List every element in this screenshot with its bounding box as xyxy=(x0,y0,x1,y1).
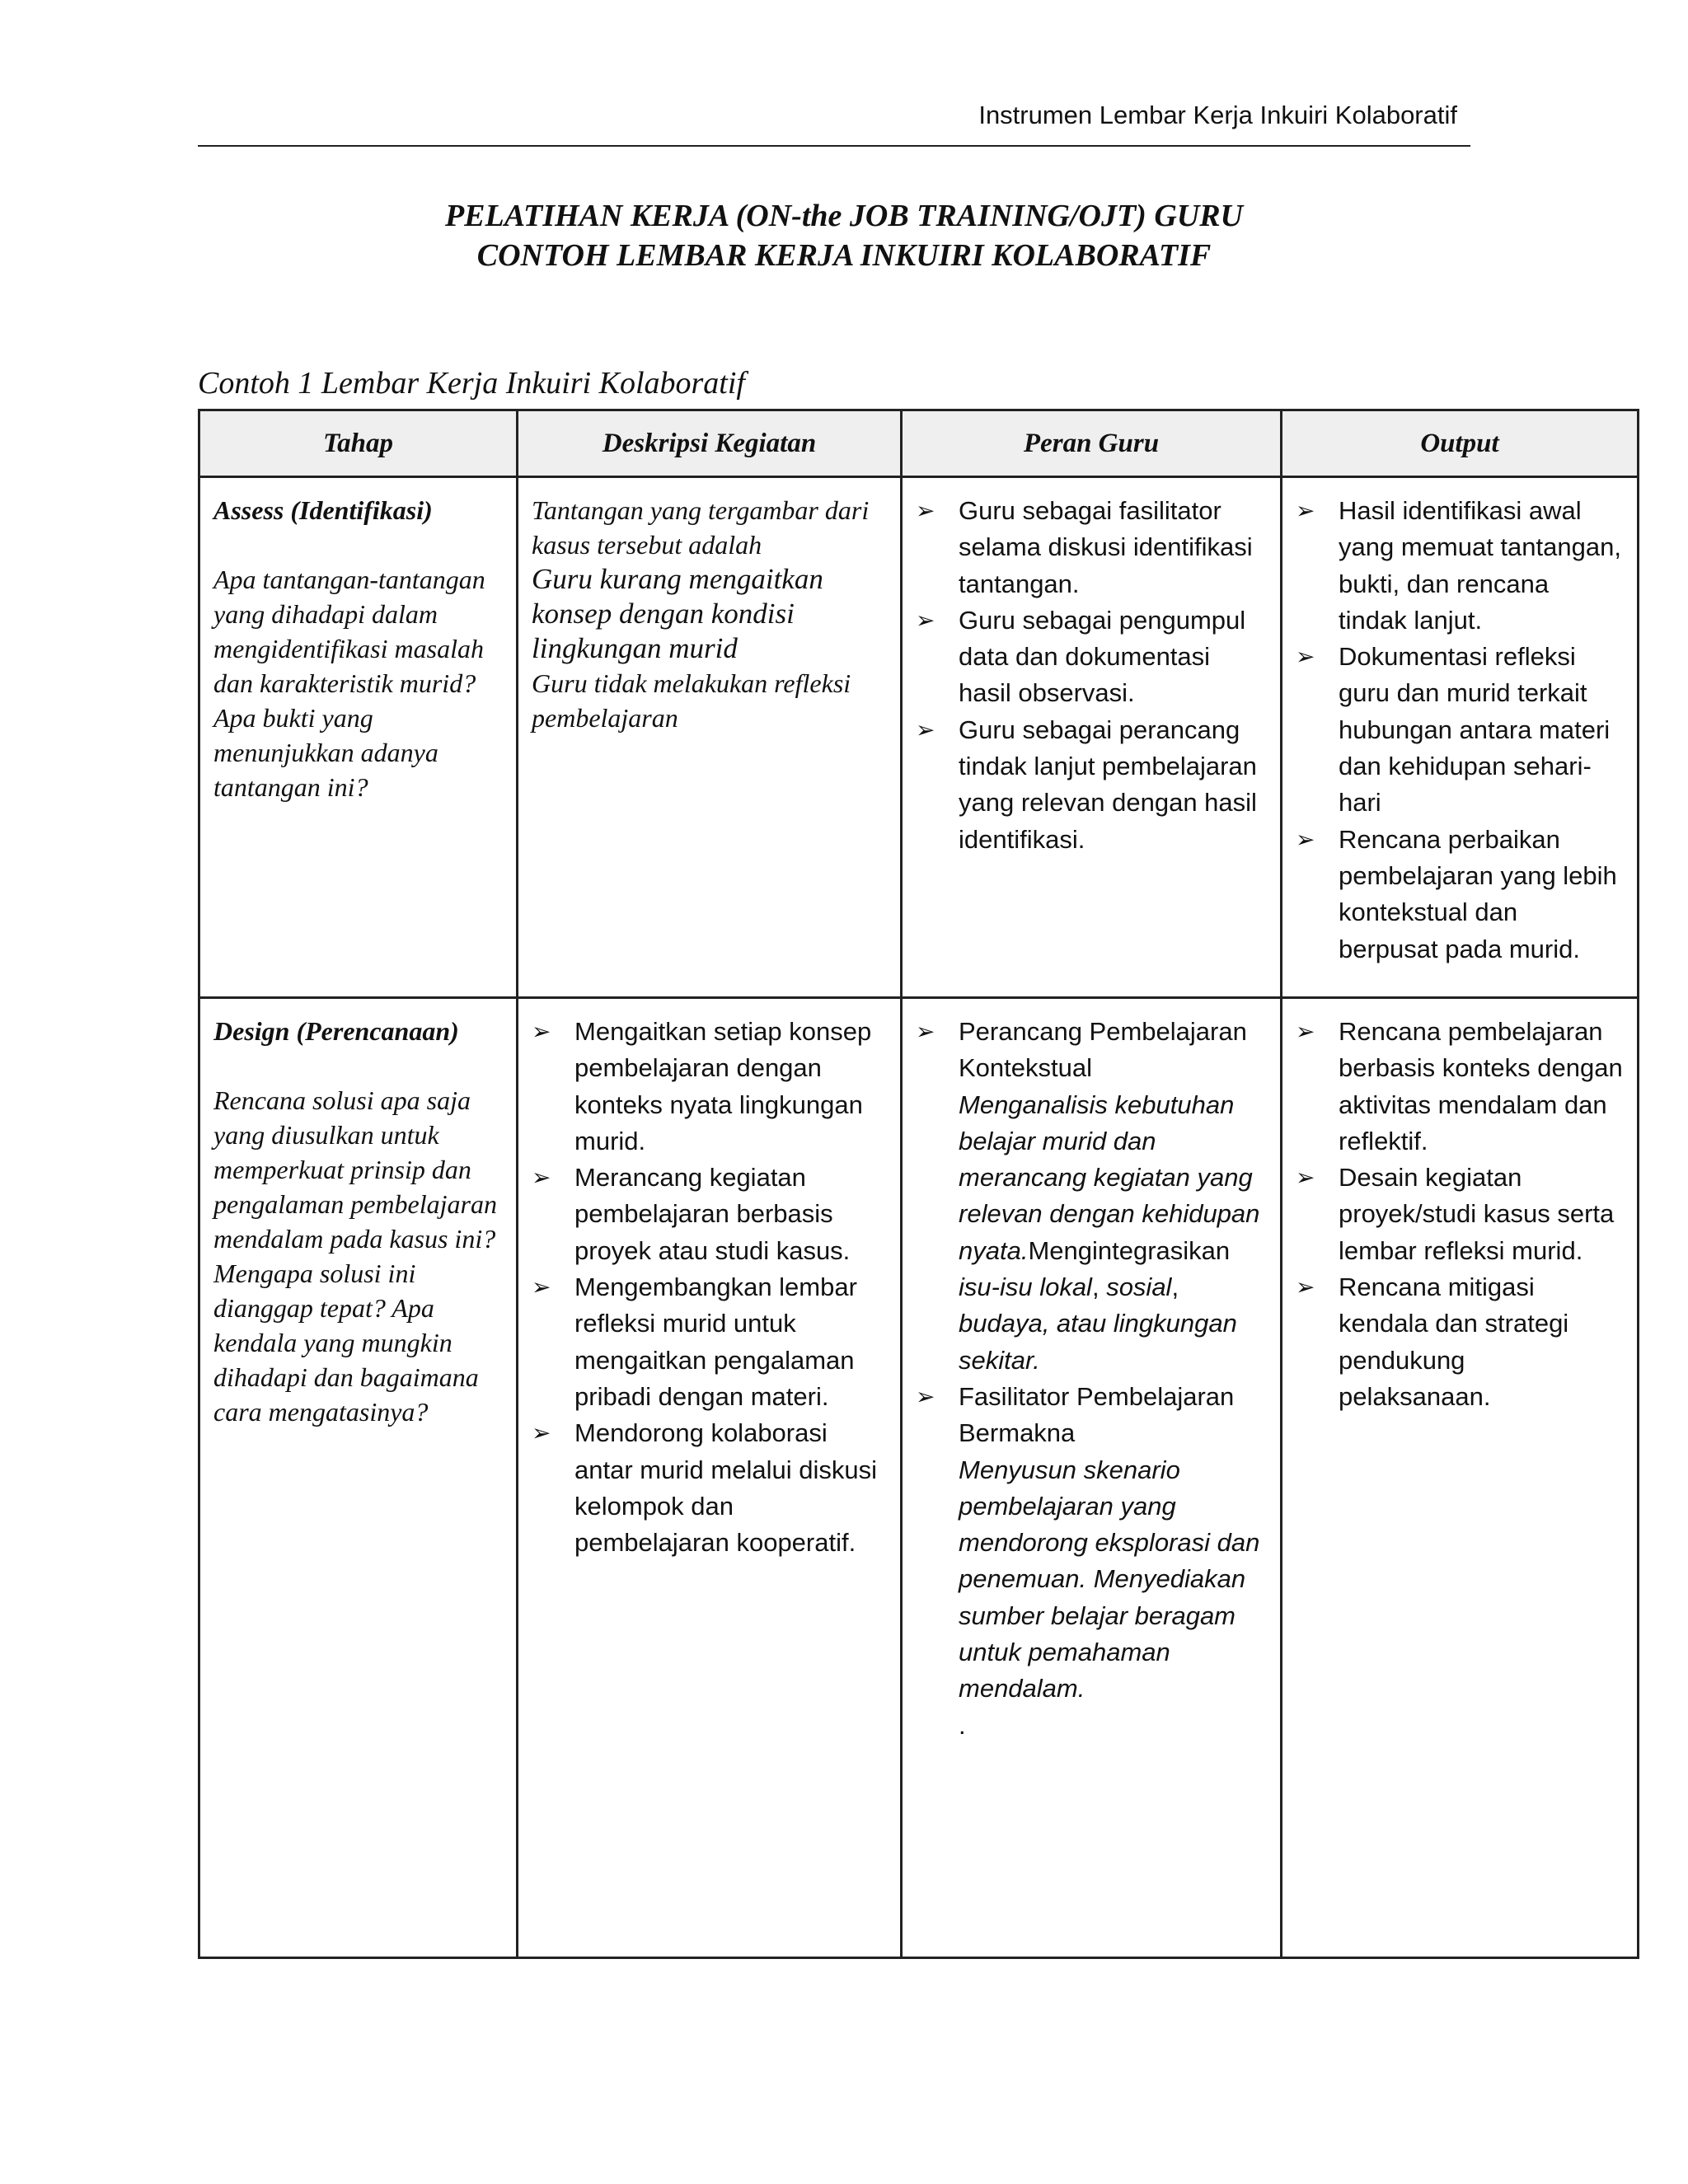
arrow-bullet-icon: ➢ xyxy=(532,1164,551,1192)
teacher-role-cell xyxy=(902,477,1282,998)
role-detail-text: , xyxy=(1171,1272,1179,1302)
teacher-role-cell xyxy=(902,998,1282,1958)
description-cell xyxy=(518,477,902,998)
running-header: Instrumen Lembar Kerja Inkuiri Kolaboratif xyxy=(978,101,1457,129)
list-item xyxy=(916,602,1267,712)
role-detail xyxy=(959,1087,1267,1379)
list-item xyxy=(916,1014,1267,1379)
document-title-line-2: CONTOH LEMBAR KERJA INKUIRI KOLABORATIF xyxy=(476,238,1212,273)
description-text: Guru kurang mengaitkan konsep dengan kondisi lingkungan murid xyxy=(532,563,823,664)
list-item xyxy=(1296,493,1624,639)
arrow-bullet-icon: ➢ xyxy=(532,1273,551,1301)
list-item-text: Mengembangkan lembar refleksi murid untuk mengaitkan pengalaman pribadi dengan materi. xyxy=(574,1272,857,1411)
list-item xyxy=(1296,639,1624,821)
arrow-bullet-icon: ➢ xyxy=(1296,497,1315,524)
arrow-bullet-icon: ➢ xyxy=(916,1018,935,1045)
arrow-bullet-icon: ➢ xyxy=(1296,643,1315,671)
description-cell xyxy=(518,998,902,1958)
stage-question: Rencana solusi apa saja yang diusulkan untuk memperkuat prinsip dan pengalaman pembelajaran mendalam pada kasus ini? Mengapa solusi ini dianggap tepat? Apa kendala yang mungkin dihadapi dan bagaimana cara mengatasinya? xyxy=(213,1085,497,1427)
table-header-row xyxy=(199,410,1639,477)
description-text: Tantangan yang tergambar dari kasus tersebut adalah xyxy=(532,495,870,560)
role-detail: Menyusun skenario pembelajaran yang mendorong eksplorasi dan penemuan. Menyediakan sumber belajar beragam untuk pemahaman mendalam. xyxy=(959,1455,1260,1704)
list-item xyxy=(1296,1269,1624,1415)
list-item-text: Rencana pembelajaran berbasis konteks dengan aktivitas mendalam dan reflektif. xyxy=(1339,1017,1623,1155)
table-row xyxy=(199,477,1639,998)
list-item-text: Guru sebagai fasilitator selama diskusi identifikasi tantangan. xyxy=(959,496,1253,598)
description-text: Guru tidak melakukan refleksi pembelajaran xyxy=(532,668,851,733)
stage-cell xyxy=(199,998,518,1958)
list-item-text: Mengaitkan setiap konsep pembelajaran dengan konteks nyata lingkungan murid. xyxy=(574,1017,872,1155)
arrow-bullet-icon: ➢ xyxy=(916,1382,935,1410)
header-divider xyxy=(198,145,1470,147)
role-heading: Fasilitator Pembelajaran Bermakna xyxy=(959,1381,1235,1448)
worksheet-table xyxy=(198,409,1639,1959)
list-item xyxy=(916,712,1267,858)
list-item xyxy=(532,1269,887,1415)
list-item xyxy=(532,1160,887,1269)
column-header-tahap: Tahap xyxy=(199,410,518,477)
list-item xyxy=(1296,1160,1624,1269)
arrow-bullet-icon: ➢ xyxy=(1296,825,1315,853)
arrow-bullet-icon: ➢ xyxy=(532,1018,551,1045)
arrow-bullet-icon: ➢ xyxy=(1296,1018,1315,1045)
list-item xyxy=(1296,822,1624,968)
list-item-text: Dokumentasi refleksi guru dan murid terkait hubungan antara materi dan kehidupan sehari-hari xyxy=(1339,642,1611,818)
arrow-bullet-icon: ➢ xyxy=(916,497,935,524)
list-item-text: Rencana mitigasi kendala dan strategi pendukung pelaksanaan. xyxy=(1339,1272,1569,1411)
document-title-line-1: PELATIHAN KERJA (ON-the JOB TRAINING/OJT) GURU xyxy=(444,199,1244,233)
list-item xyxy=(1296,1014,1624,1160)
list-item-text: Rencana perbaikan pembelajaran yang lebih kontekstual dan berpusat pada murid. xyxy=(1339,824,1617,963)
arrow-bullet-icon: ➢ xyxy=(1296,1273,1315,1301)
arrow-bullet-icon: ➢ xyxy=(916,606,935,634)
role-detail-text: budaya, atau lingkungan sekitar. xyxy=(959,1309,1237,1375)
list-item xyxy=(916,1379,1267,1744)
trailing-text: . xyxy=(959,1710,966,1740)
role-detail-text: sosial xyxy=(1106,1272,1172,1302)
output-cell xyxy=(1282,477,1639,998)
role-detail-text: Menganalisis kebutuhan belajar murid dan merancang kegiatan yang relevan dengan kehidupan nyata. xyxy=(959,1090,1260,1265)
output-cell xyxy=(1282,998,1639,1958)
stage-question: Apa tantangan-tantangan yang dihadapi dalam mengidentifikasi masalah dan karakteristik murid? Apa bukti yang menunjukkan adanya tantangan ini? xyxy=(213,565,485,802)
column-header-peran-guru: Peran Guru xyxy=(902,410,1282,477)
stage-title: Design (Perencanaan) xyxy=(213,1016,459,1046)
role-detail-text: Mengintegrasikan xyxy=(1028,1235,1231,1265)
list-item-text: Guru sebagai pengumpul data dan dokumentasi hasil observasi. xyxy=(959,605,1246,708)
arrow-bullet-icon: ➢ xyxy=(1296,1164,1315,1192)
stage-title: Assess (Identifikasi) xyxy=(213,495,433,525)
role-detail-text: isu-isu lokal xyxy=(959,1272,1092,1302)
list-item xyxy=(532,1014,887,1160)
list-item xyxy=(916,493,1267,602)
list-item xyxy=(532,1415,887,1561)
table-caption: Contoh 1 Lembar Kerja Inkuiri Kolaboratif xyxy=(198,366,745,401)
role-heading: Perancang Pembelajaran Kontekstual xyxy=(959,1017,1247,1083)
list-item-text: Merancang kegiatan pembelajaran berbasis proyek atau studi kasus. xyxy=(574,1163,851,1265)
list-item-text: Hasil identifikasi awal yang memuat tantangan, bukti, dan rencana tindak lanjut. xyxy=(1339,496,1621,635)
column-header-output: Output xyxy=(1282,410,1639,477)
list-item-text: Desain kegiatan proyek/studi kasus serta lembar refleksi murid. xyxy=(1339,1163,1615,1265)
column-header-deskripsi: Deskripsi Kegiatan xyxy=(518,410,902,477)
list-item-text: Guru sebagai perancang tindak lanjut pembelajaran yang relevan dengan hasil identifikasi. xyxy=(959,715,1257,854)
arrow-bullet-icon: ➢ xyxy=(532,1419,551,1447)
table-row xyxy=(199,998,1639,1958)
role-detail-text: , xyxy=(1091,1272,1107,1302)
list-item-text: Mendorong kolaborasi antar murid melalui diskusi kelompok dan pembelajaran kooperatif. xyxy=(574,1418,877,1558)
arrow-bullet-icon: ➢ xyxy=(916,715,935,743)
stage-cell xyxy=(199,477,518,998)
